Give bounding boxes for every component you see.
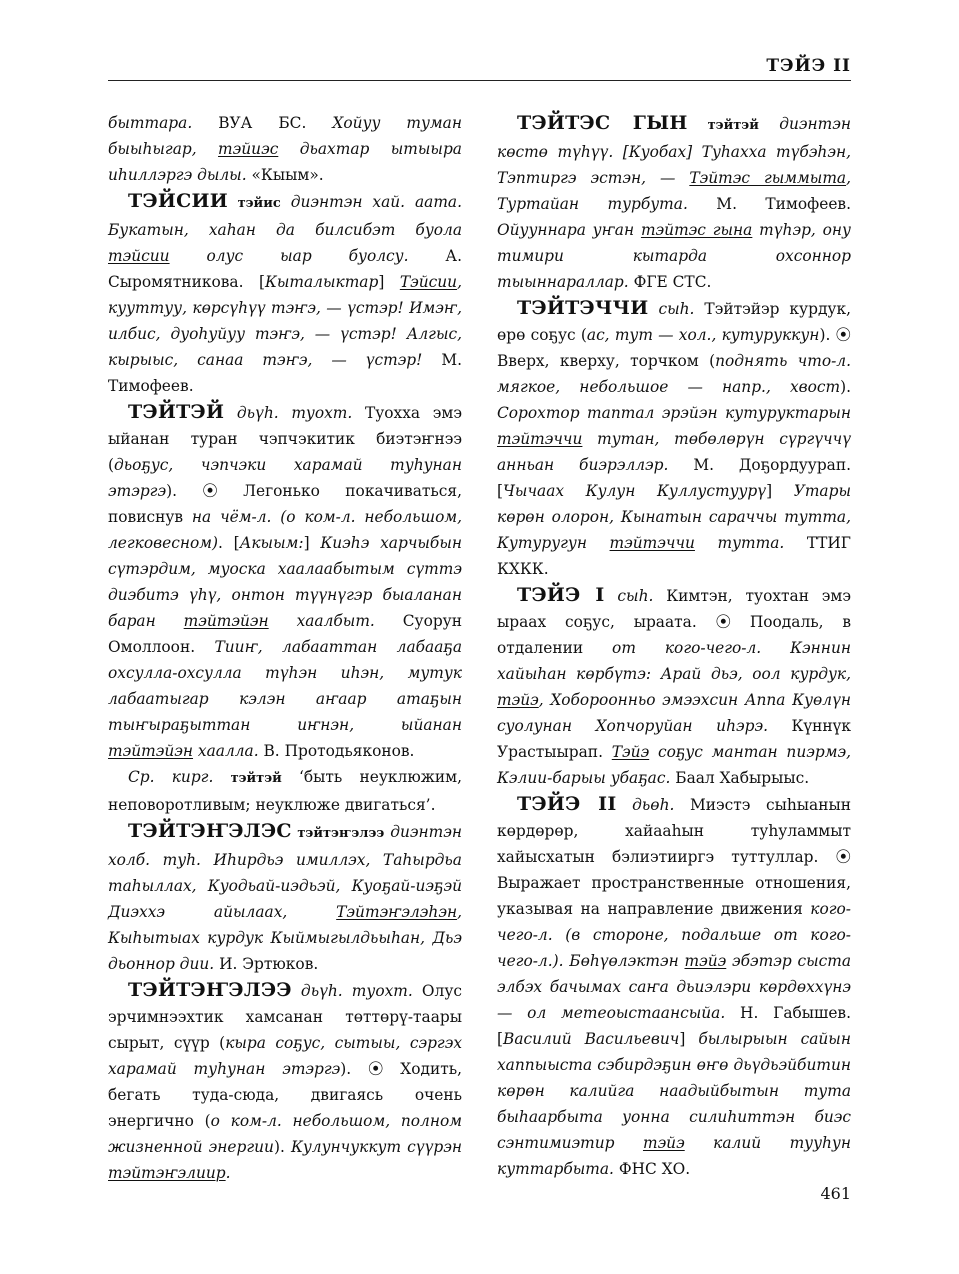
- headword: ТЭЙТЭЙ: [128, 401, 225, 423]
- headword: ТЭЙТЭҤЭЛЭЭ: [128, 979, 292, 1001]
- running-head: ТЭЙЭ II: [766, 56, 851, 76]
- headword: ТЭЙСИИ: [128, 190, 229, 212]
- right-column: [497, 110, 851, 1182]
- entry-teisii: ТЭЙСИИ тэйис диэнтэн хай. аата. Букатын, хаһан да билсибэт буола тэйсии олус ыар буолсу. А. Сыромятникова. [Кыталыктар] Тэйсии, кууттуу, көрсүһүү тэҥэ, — үстэр! Имэҥ, илбис, дуоһуйуу тэҥэ, — үстэр! Алгыс, кырыыс, санаа тэҥэ, — үстэр! М. Тимофеев.: [108, 190, 462, 395]
- entry-continuation: быттара. ВУА БС. Хойуу туман быыһыгар, тэйиэс дьахтар ытыыра иһиллэргэ дылы. «Кыым».: [108, 114, 462, 184]
- circle-dot-icon: ⦿: [835, 326, 851, 344]
- headword: ТЭЙТЭЧЧИ: [517, 297, 649, 319]
- headword: ТЭЙТЭС ГЫН: [517, 112, 688, 134]
- entry-teie-2: ТЭЙЭ II дьөһ. Миэстэ сыһыанын көрдөрөр, хайааһын туһуламмыт хайысхатын бэлиэтииргэ туттуллар. ⦿ Выражает пространственные отношения, указывая на направление движения кого-чего-л. (в стороне, подальше от кого-чего-л.). Бөһүөлэктэн тэйэ эбэтэр сыста элбэх бачымах саҥа дьиэлэри көрдөххүнэ — ол метеоыстаансыйа. Н. Габышев. [Василий Васильевич] былырыын сайын хаппыыста сэбирдэҕин өҥө дьүдьэйбитин көрөн калийга наадыйбытын тута быһаарбыта уонна силиһиттэн биэс сэнтимиэтир тэйэ калий тууһун куттарбыта. ФНС ХО.: [497, 793, 851, 1178]
- header-rule: [108, 80, 851, 81]
- entry-teitei: ТЭЙТЭЙ дьүһ. туохт. Туохха эмэ ыйанан туран чэпчэкитик биэтэҥнээ (дьоҕус, чэпчэки харамай туһунан этэргэ). ⦿ Легонько покачиваться, повиснув на чём-л. (о ком-л. небольшом, легковесном). [Акыым:] Киэһэ харчыбын сүтэрдим, муоска хаалаабытым сүттэ диэбитэ үһү, онтон түүнүгэр быаланан баран тэйтэйэн хаалбыт. Суорун Омоллоон. Тииҥ, лабааттан лабааҕа охсулла-охсулла түһэн иһэн, мутук лабаатыгар кэлэн аҥаар атаҕын тыҥыраҕыттан иҥнэн, ыйанан тэйтэйэн хаалла. В. Протодьяконов.: [108, 401, 463, 760]
- circle-dot-icon: ⦿: [368, 1060, 384, 1078]
- headword: ТЭЙТЭҤЭЛЭС: [128, 820, 292, 842]
- entry-teitengeles: ТЭЙТЭҤЭЛЭС тэйтэҥэлээ диэнтэн холб. туһ. Иһирдьэ имиллэх, Таһырдьа таһыллах, Куодьай-иэдьэй, Куоҕай-иэҕэй Диэххэ айылаах, Тэйтэҥэлэһэн, Кыһытыах курдук Кыймыгылдьыһан, Дьэ дьоннор дии. И. Эртюков.: [108, 820, 463, 973]
- page-number: 461: [820, 1184, 851, 1203]
- circle-dot-icon: ⦿: [202, 482, 218, 500]
- headword: ТЭЙЭ II: [517, 793, 617, 815]
- left-column: [108, 110, 462, 1186]
- entry-comparison-note: Ср. кирг. тэйтэй ‘быть неуклюжим, неповоротливым; неуклюже двигаться’.: [108, 768, 462, 814]
- entry-teitechchi: ТЭЙТЭЧЧИ сыһ. Тэйтэйэр курдук, өрө соҕус (ас, тут — хол., кутуруккун). ⦿ Вверх, кверху, торчком (поднять что-л. мягкое, небольшое — напр., хвост). Сорохтор таптал эрэйэн кутуруктарын тэйтэччи тутан, төбөлөрүн сүргүччү анньан биэрэллэр. М. Доҕордуурап. [Чычаах Кулун Куллустуурү] Утары көрөн олорон, Кынатын сараччы тутта, Кутуругун тэйтэччи тутта. ТТИГ КХКК.: [497, 297, 851, 578]
- entry-teie-1: ТЭЙЭ I сыһ. Кимтэн, туохтан эмэ ыраах соҕус, ыраата. ⦿ Поодаль, в отдалении от кого-чего-л. Кэннин хайыһан көрбүтэ: Арай дьэ, оол курдук, тэйэ, Хобороонньо эмээхсин Аппа Куөлүн суолунан Хопчоруйан иһэрэ. Күннүк Урастыырап. Тэйэ соҕус мантан пиэрмэ, Кэлии-барыы убаҕас. Баал Хабырыыс.: [497, 584, 852, 787]
- circle-dot-icon: ⦿: [715, 613, 731, 631]
- entry-teites-gyn: ТЭЙТЭС ГЫН тэйтэй диэнтэн көстө түһүү. [Куобах] Туһахха түбэһэн, Тэптиргэ эстэн, — Тэйтэс гыммыта, Туртайан турбута. М. Тимофеев. Ойууннара уҥан тэйтэс гына түһэр, ону тимири кытарда охсоннор тыыннараллар. ФГЕ СТС.: [497, 112, 852, 291]
- circle-dot-icon: ⦿: [835, 848, 851, 866]
- headword: ТЭЙЭ I: [517, 584, 605, 606]
- entry-teitengelee: ТЭЙТЭҤЭЛЭЭ дьүһ. туохт. Олус эрчимнээхтик хамсанан төттөрү-таары сырыт, сүүр (кыра соҕус, сытыы, сэргэх харамай туһунан этэргэ). ⦿ Ходить, бегать туда-сюда, двигаясь очень энергично (о ком-л. небольшом, полном жизненной энергии). Кулунчуккут сүүрэн тэйтэҥэлиир.: [108, 979, 462, 1182]
